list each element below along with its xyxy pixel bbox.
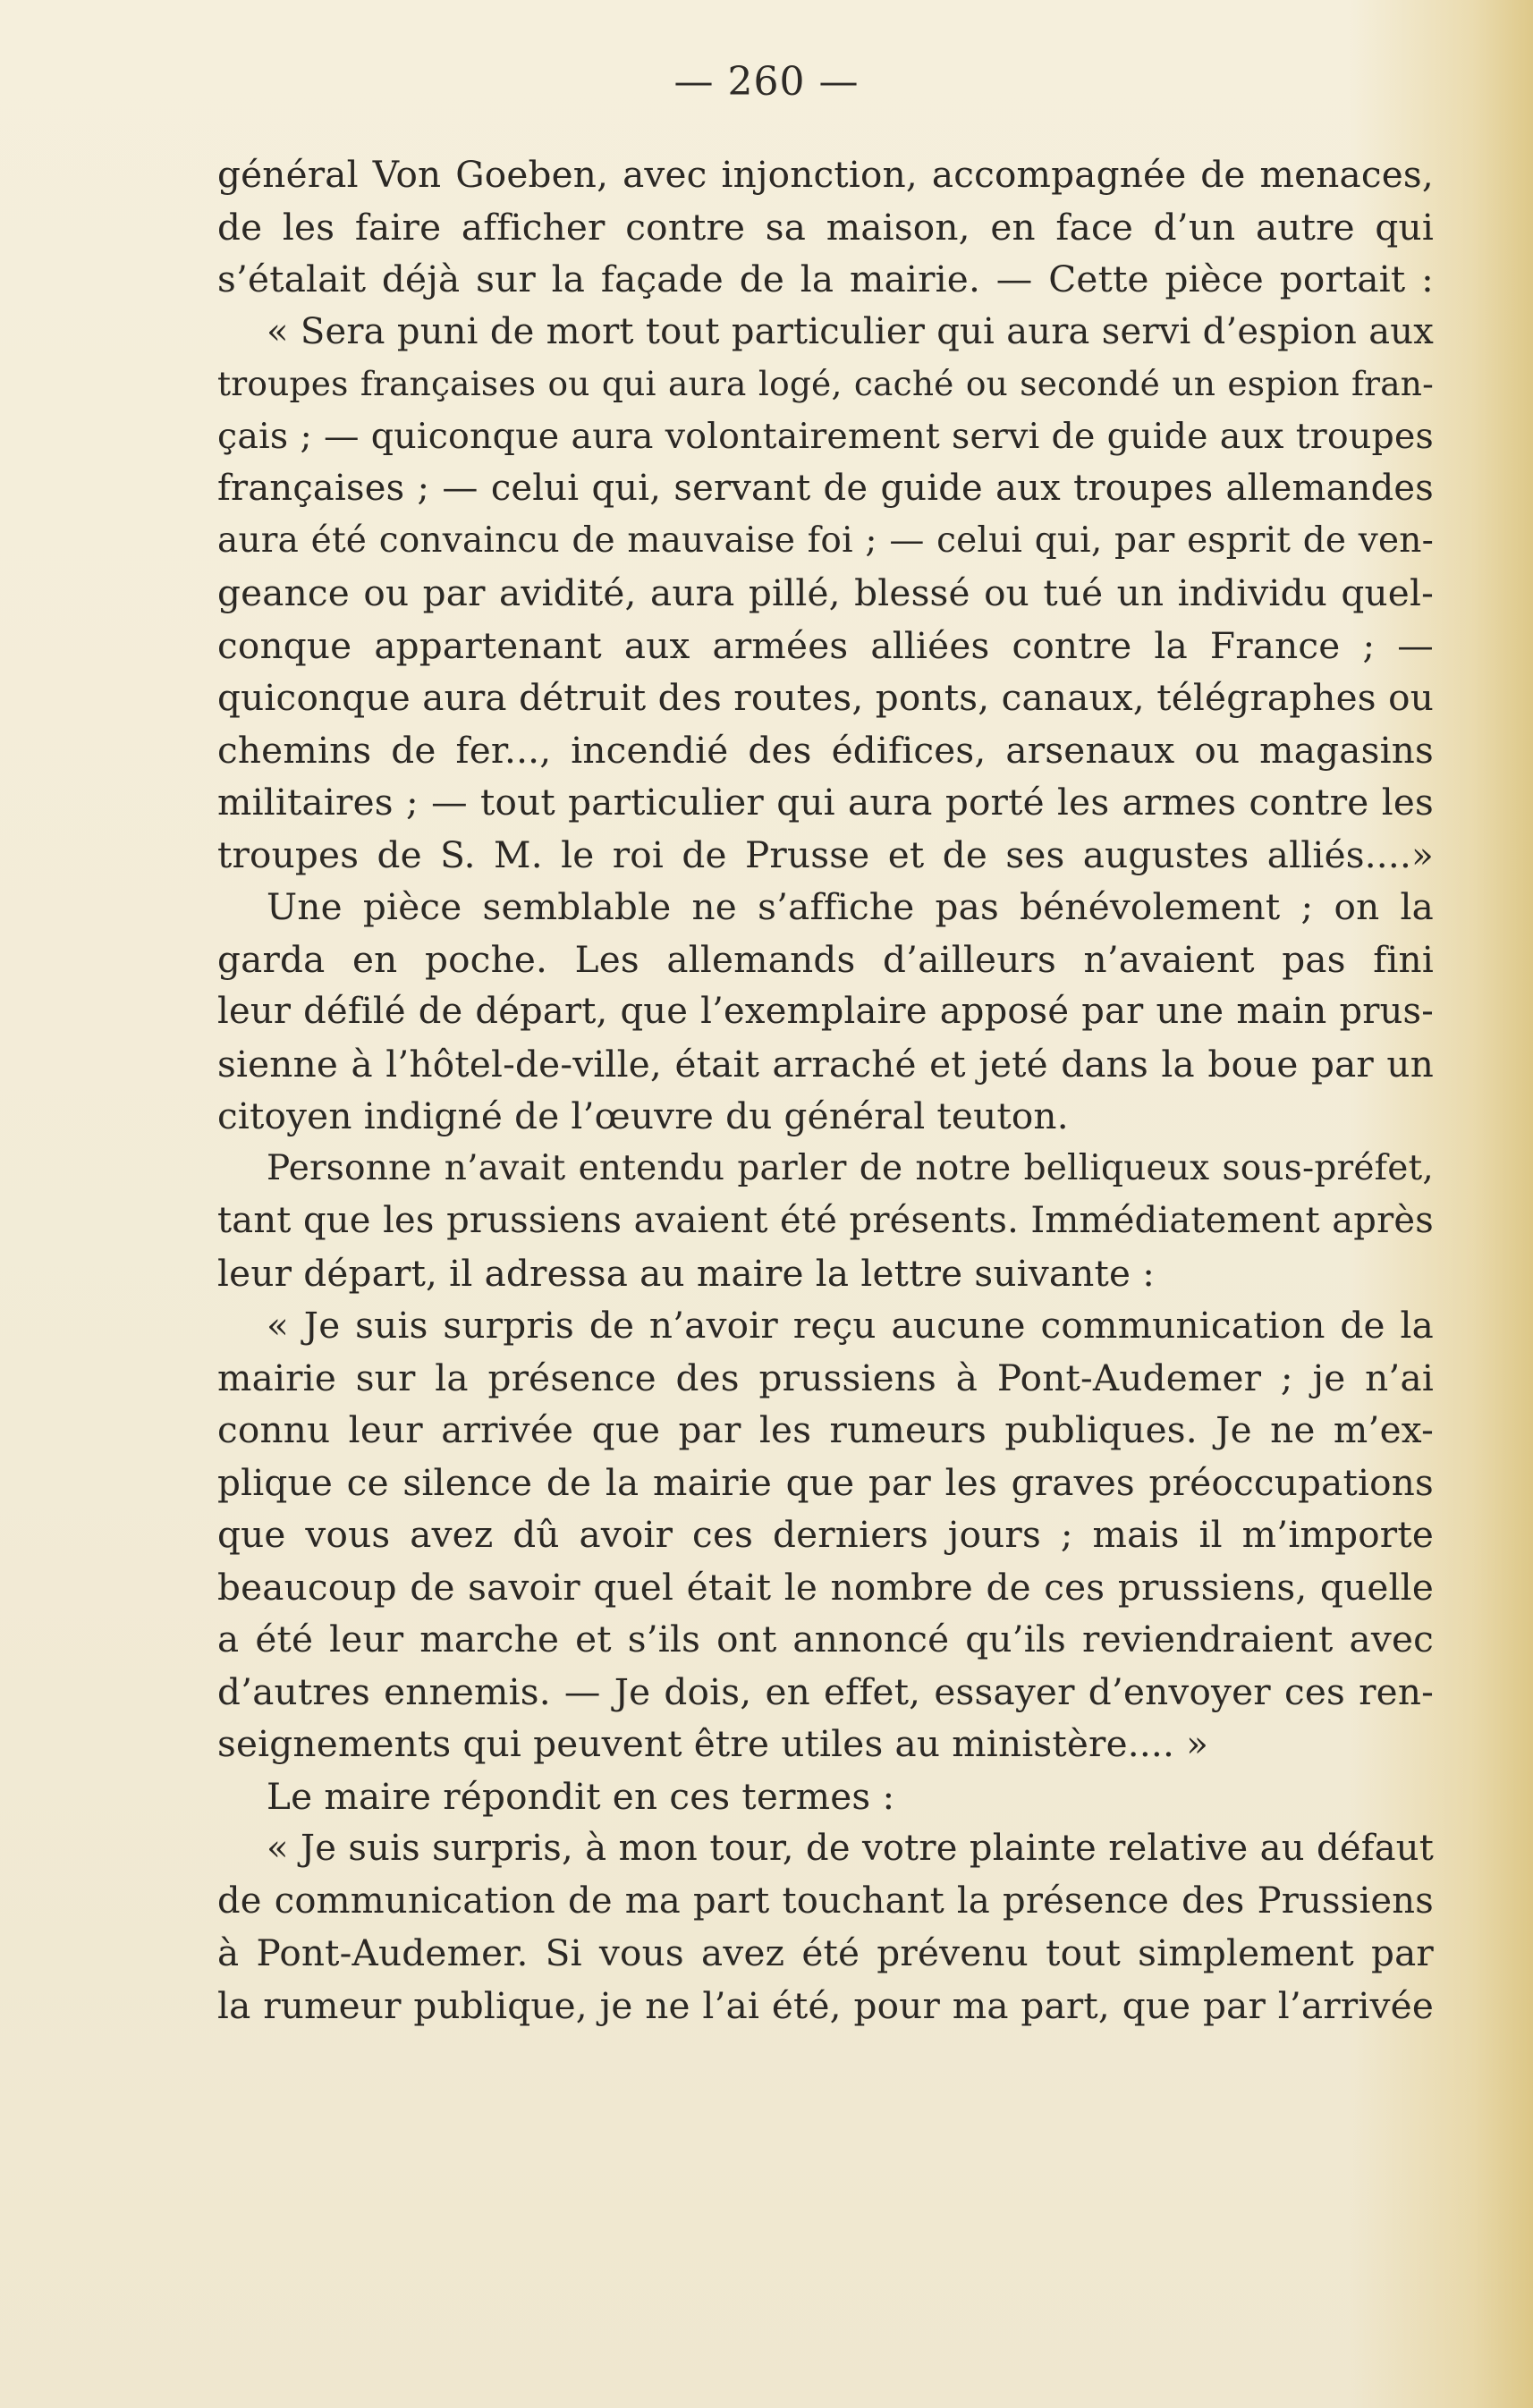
- text-line: troupes françaises ou qui aura logé, caché ou secondé un espion fran-: [217, 364, 1434, 403]
- text-line: garda en poche. Les allemands d’ailleurs n’avaient pas fini: [217, 937, 1434, 981]
- text-line: sienne à l’hôtel-de-ville, était arraché et jeté dans la boue par un: [217, 1042, 1434, 1086]
- text-line: aura été convaincu de mauvaise foi ; — celui qui, par esprit de ven-: [217, 520, 1434, 561]
- text-line: « Je suis surpris de n’avoir reçu aucune communication de la: [267, 1304, 1434, 1347]
- text-line: geance ou par avidité, aura pillé, blessé ou tué un individu quel-: [217, 571, 1434, 614]
- text-line: à Pont-Audemer. Si vous avez été prévenu tout simplement par: [217, 1931, 1434, 1974]
- text-line: çais ; — quiconque aura volontairement servi de guide aux troupes: [217, 415, 1434, 457]
- text-line: Personne n’avait entendu parler de notre belliqueux sous-préfet,: [267, 1147, 1434, 1188]
- text-line: militaires ; — tout particulier qui aura porté les armes contre les: [217, 781, 1434, 824]
- text-line: « Sera puni de mort tout particulier qui aura servi d’espion aux: [267, 310, 1434, 352]
- text-line: conque appartenant aux armées alliées contre la France ; —: [217, 623, 1434, 667]
- text-line: Le maire répondit en ces termes :: [267, 1774, 895, 1818]
- text-line: de les faire afficher contre sa maison, en face d’un autre qui: [217, 205, 1434, 249]
- text-line: leur défilé de départ, que l’exemplaire apposé par une main prus-: [217, 991, 1434, 1032]
- text-line: plique ce silence de la mairie que par les graves préoccupations: [217, 1460, 1434, 1504]
- text-line: la rumeur publique, je ne l’ai été, pour ma part, que par l’arrivée: [217, 1983, 1434, 2027]
- text-line: mairie sur la présence des prussiens à Pont-Audemer ; je n’ai: [217, 1356, 1434, 1399]
- text-line: Une pièce semblable ne s’affiche pas bénévolement ; on la: [267, 885, 1434, 928]
- text-line: chemins de fer..., incendié des édifices, arsenaux ou magasins: [217, 728, 1434, 772]
- text-line: quiconque aura détruit des routes, ponts, canaux, télégraphes ou: [217, 676, 1434, 719]
- text-line: d’autres ennemis. — Je dois, en effet, essayer d’envoyer ces ren-: [217, 1669, 1434, 1713]
- text-line: seignements qui peuvent être utiles au ministère.... »: [217, 1722, 1209, 1765]
- text-line: que vous avez dû avoir ces derniers jours ; mais il m’importe: [217, 1513, 1434, 1556]
- text-line: troupes de S. M. le roi de Prusse et de ses augustes alliés....»: [217, 832, 1434, 876]
- text-line: s’étalait déjà sur la façade de la mairie. — Cette pièce portait :: [217, 258, 1434, 300]
- text-line: de communication de ma part touchant la présence des Prussiens: [217, 1880, 1434, 1922]
- text-line: a été leur marche et s’ils ont annoncé qu’ils reviendraient avec: [217, 1618, 1434, 1660]
- text-line: général Von Goeben, avec injonction, accompagnée de menaces,: [217, 153, 1434, 196]
- body-text: [217, 148, 1434, 2032]
- text-line: « Je suis surpris, à mon tour, de votre plainte relative au défaut: [267, 1828, 1434, 1869]
- text-line: tant que les prussiens avaient été présents. Immédiatement après: [217, 1200, 1434, 1241]
- text-line: citoyen indigné de l’œuvre du général teuton.: [217, 1094, 1069, 1137]
- text-line: beaucoup de savoir quel était le nombre de ces prussiens, quelle: [217, 1565, 1434, 1609]
- text-line: françaises ; — celui qui, servant de guide aux troupes allemandes: [217, 468, 1434, 509]
- text-line: leur départ, il adressa au maire la lettre suivante :: [217, 1251, 1156, 1295]
- page-number: — 260 —: [673, 59, 860, 105]
- text-line: connu leur arrivée que par les rumeurs publiques. Je ne m’ex-: [217, 1408, 1434, 1451]
